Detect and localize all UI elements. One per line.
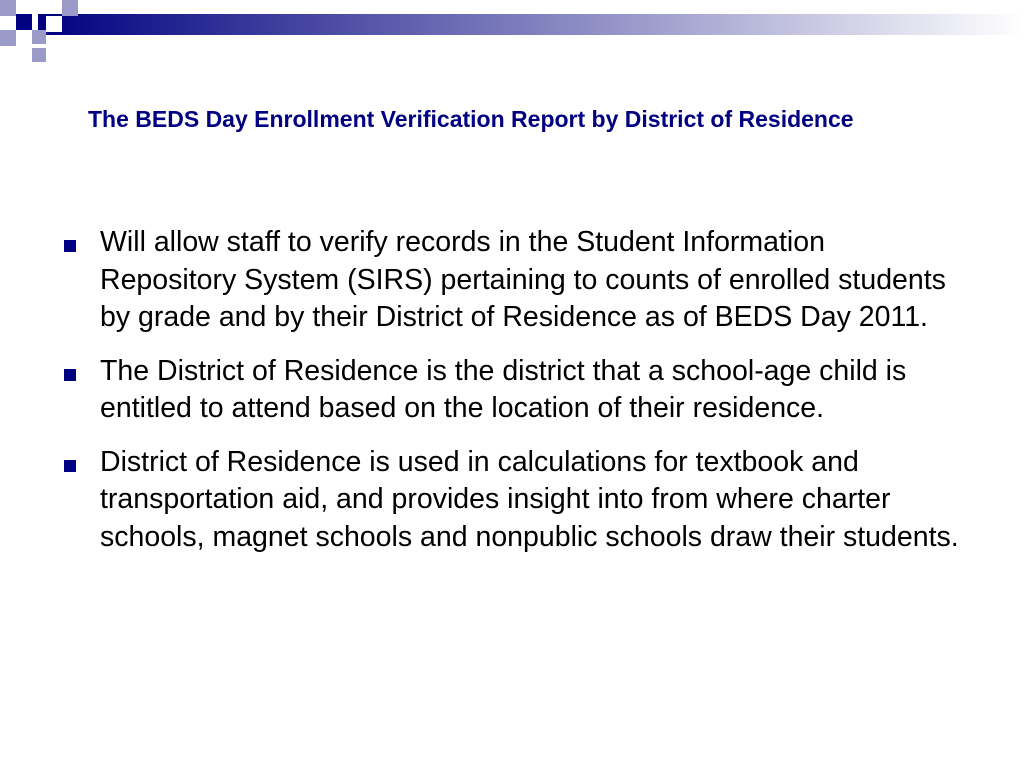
bullet-text: Will allow staff to verify records in the Student Information Repository System (SIRS) pertaining to counts of enrolled students by grade and by their District of Residence as of BEDS Day 2011. [100,226,946,333]
bullet-text: The District of Residence is the district that a school-age child is entitled to attend based on the location of their residence. [100,354,907,424]
checker-square-4 [0,30,16,46]
checker-square-2 [16,0,32,16]
bullet-text: District of Residence is used in calculations for textbook and transportation aid, and provides insight into from where charter schools, magnet schools and nonpublic schools draw their students. [100,445,959,553]
bullet-list [62,224,962,572]
square-bullet-icon [64,369,76,381]
header-gradient-bar [38,14,1024,35]
checker-square-8 [62,0,78,16]
bullet-item [62,224,962,337]
slide-title: The BEDS Day Enrollment Verification Report by District of Residence [88,106,854,132]
header-decoration [0,0,1024,64]
bullet-item [62,444,962,557]
checker-square-1 [0,0,16,16]
checker-square-6 [46,16,62,32]
checker-square-7 [32,48,46,62]
square-bullet-icon [64,240,76,252]
checker-square-5 [32,30,46,44]
square-bullet-icon [64,460,76,472]
bullet-item [62,353,962,428]
checker-square-3 [16,14,32,30]
